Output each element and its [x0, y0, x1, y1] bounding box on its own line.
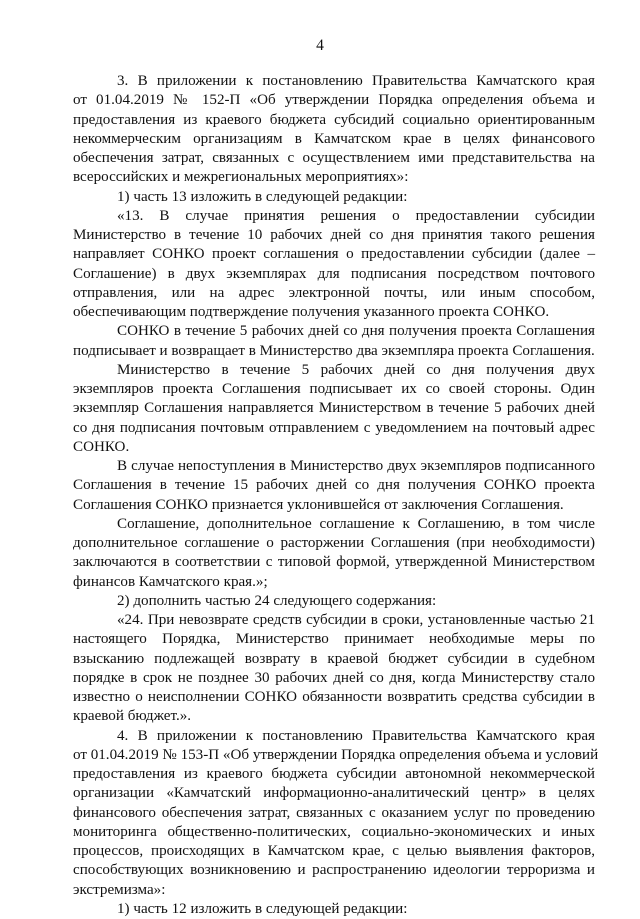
text-line: процессов, происходящих в Камчатском крае, с целью выявления факторов, [73, 843, 595, 859]
paragraph-p3-additional [73, 515, 595, 592]
text-line: взысканию подлежащей возврату в краевой бюджет субсидии в судебном [73, 650, 595, 667]
text-line: «13. В случае принятия решения о предоставлении субсидии [117, 207, 595, 224]
text-line: дополнительное соглашение о расторжении Соглашения (при необходимости) [73, 535, 595, 551]
text-line: организации «Камчатский информационно-аналитический центр» в целях [73, 785, 595, 802]
text-line: финансов Камчатского края.»; [73, 573, 268, 590]
text-line: краевой бюджет.». [73, 708, 192, 725]
text-line: 1) часть 13 изложить в следующей редакции: [117, 188, 408, 205]
text-line: обеспечения затрат, связанных с осуществлением ими представительства на [73, 150, 595, 166]
text-line: 3. В приложении к постановлению Правительства Камчатского края [117, 73, 595, 89]
text-line: порядке в срок не позднее 30 рабочих дней со дня, когда Министерству стало [73, 669, 595, 686]
text-line: экземпляров проекта Соглашения подписывает их со своей стороны. Один [73, 381, 595, 397]
paragraph-p3-ministry [73, 361, 595, 457]
text-line: направляет СОНКО проект соглашения о предоставлении субсидии (далее – [73, 246, 595, 263]
text-line: Министерство в течение 5 рабочих дней со дня получения двух [117, 361, 595, 378]
paragraph-p3-part13 [73, 207, 595, 323]
paragraph-p4-item1 [73, 900, 595, 919]
paragraph-p3-nonreceipt [73, 457, 595, 515]
text-line: В случае непоступления в Министерство двух экземпляров подписанного [117, 458, 595, 474]
text-line: отправления, или на адрес электронной почты, или иным способом, [73, 284, 595, 301]
text-line: обеспечивающим подтверждение получения указанного проекта СОНКО. [73, 304, 550, 320]
paragraph-p3-item2 [73, 592, 595, 611]
text-line: 1) часть 12 изложить в следующей редакции: [117, 900, 408, 917]
text-line: Соглашения в течение 15 рабочих дней со дня получения СОНКО проекта [73, 477, 595, 494]
text-line: Соглашение, дополнительное соглашение к Соглашению, в том числе [117, 515, 595, 532]
text-line: Соглашения СОНКО признается уклонившейся от заключения Соглашения. [73, 496, 564, 513]
text-line: настоящего Порядка, Министерство принимает необходимые меры по [73, 631, 595, 648]
paragraph-p3-sonko [73, 322, 595, 361]
text-line: от 01.04.2019 № 152-П «Об утверждении Порядка определения объема и [73, 92, 595, 109]
text-line: заключаются в соответствии с типовой формой, утвержденной Министерством [73, 554, 595, 571]
text-line: предоставления из краевого бюджета субсидий социально ориентированным [73, 111, 595, 128]
text-line: Министерство в течение 10 рабочих дней со дня принятия такого решения [73, 227, 595, 243]
text-line: мониторинга общественно-политических, социально-экономических и иных [73, 823, 595, 840]
text-line: подписывает и возвращает в Министерство два экземпляра проекта Соглашения. [73, 342, 595, 359]
text-line: экстремизма»: [73, 881, 166, 898]
text-line: предоставления из краевого бюджета субсидии автономной некоммерческой [73, 766, 595, 782]
page-number: 4 [316, 37, 324, 54]
text-line: экземпляр Соглашения направляется Министерством в течение 5 рабочих дней [73, 400, 595, 417]
text-line: «24. При невозврате средств субсидии в сроки, установленные частью 21 [117, 612, 595, 628]
text-line: 4. В приложении к постановлению Правительства Камчатского края [117, 727, 595, 744]
paragraph-p4-intro [73, 727, 599, 900]
text-line: 2) дополнить частью 24 следующего содержания: [117, 592, 437, 609]
paragraph-p3-intro [73, 72, 595, 188]
text-line: СОНКО в течение 5 рабочих дней со дня получения проекта Соглашения [117, 323, 595, 340]
text-line: со дня подписания почтовым отправлением с уведомлением на почтовый адрес [73, 419, 595, 436]
text-line: Соглашение) в двух экземплярах для подписания посредством почтового [73, 265, 595, 282]
paragraph-p3-item1 [73, 188, 595, 207]
text-line: СОНКО. [73, 438, 130, 455]
text-line: известно о неисполнении СОНКО обязанности возвратить средства субсидии в [73, 689, 595, 705]
text-line: некоммерческим организациям в Камчатском крае в целях финансового [73, 130, 595, 147]
text-line: всероссийских и межрегиональных мероприятиях»: [73, 169, 409, 186]
paragraph-p3-part24 [73, 611, 595, 727]
document-body [73, 72, 599, 919]
text-line: финансового обеспечения затрат, связанных с оказанием услуг по проведению [73, 804, 595, 821]
text-line: от 01.04.2019 № 153-П «Об утверждении Порядка определения объема и условий [73, 746, 599, 763]
text-line: способствующих возникновению и распространению идеологии терроризма и [73, 862, 595, 879]
